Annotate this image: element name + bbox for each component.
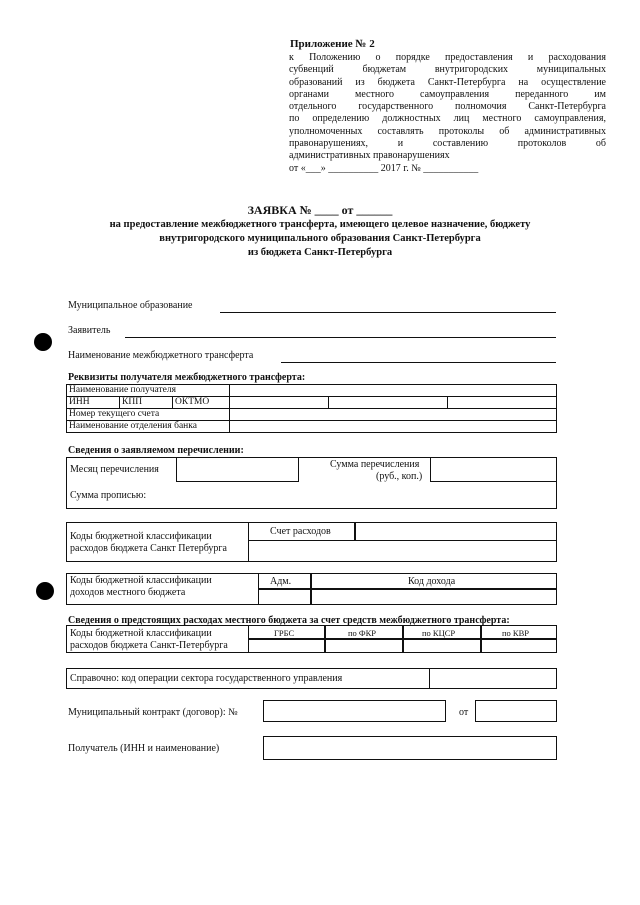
recipient-name-cell[interactable]: [230, 385, 557, 397]
recipient-name-label: Наименование получателя: [67, 385, 230, 397]
appendix-title: Приложение № 2: [290, 38, 375, 50]
binder-hole-top: [34, 333, 52, 351]
kpp-cell[interactable]: [329, 397, 448, 409]
subtitle-line: из бюджета Санкт-Петербурга: [247, 247, 393, 258]
bank-label: Наименование отделения банка: [67, 421, 230, 433]
expenses-title: Сведения о предстоящих расходах местного бюджета за счет средств межбюджетного трансферта:: [68, 615, 510, 626]
contract-date-input[interactable]: [475, 700, 557, 722]
application-subtitle: [0, 218, 640, 260]
appendix-date: от «___» __________ 2017 г. № ___________: [289, 162, 479, 174]
appendix-line: по определению должностных лиц местного самоуправления,: [289, 113, 606, 125]
applicant-label: Заявитель: [68, 325, 111, 336]
contract-number-input[interactable]: [263, 700, 446, 722]
subtitle-line: на предоставление межбюджетного трансферта, имеющего целевое назначение, бюджету: [109, 219, 531, 230]
expenses-line1: Коды бюджетной классификации: [70, 628, 212, 639]
appendix-line: отдельного государственного полномочия Санкт-Петербурга: [289, 101, 606, 113]
requisites-title: Реквизиты получателя межбюджетного трансферта:: [68, 372, 306, 383]
appendix-line: административных правонарушениях: [289, 150, 450, 162]
appendix-line: правонарушениях, и составлению протоколов об: [289, 138, 606, 150]
transfer-name-input-line[interactable]: [281, 362, 556, 363]
sum-units: (руб., коп.): [376, 471, 423, 482]
kpp-label: КПП: [120, 397, 173, 409]
sum-input[interactable]: [430, 457, 557, 482]
month-label: Месяц перечисления: [70, 464, 159, 475]
transfer-name-label: Наименование межбюджетного трансферта: [68, 350, 254, 361]
appendix-line: уполномоченных составлять протоколы об административных: [289, 125, 606, 137]
spb-account-label: Счет расходов: [270, 526, 331, 537]
binder-hole-bottom: [36, 582, 54, 600]
account-cell[interactable]: [230, 409, 557, 421]
bank-cell[interactable]: [230, 421, 557, 433]
expenses-vline: [480, 625, 482, 653]
applicant-input-line[interactable]: [125, 337, 556, 338]
appendix-line: субвенций бюджетам внутригородских муниципальных: [289, 64, 606, 76]
transfer-title: Сведения о заявляемом перечислении:: [68, 445, 244, 456]
inn-label: ИНН: [67, 397, 120, 409]
reference-input[interactable]: [429, 668, 557, 689]
appendix-line: органами местного самоуправления переданного им: [289, 88, 606, 100]
grbs-label: ГРБС: [274, 628, 295, 638]
kvr-label: по КВР: [502, 628, 529, 638]
application-title: ЗАЯВКА № ____ от ______: [247, 203, 393, 217]
spb-codes-line1: Коды бюджетной классификации: [70, 531, 212, 542]
month-input[interactable]: [176, 457, 299, 482]
reference-label: Справочно: код операции сектора государственного управления: [70, 673, 343, 684]
local-codes-hline: [258, 588, 557, 590]
spb-account-input[interactable]: [248, 540, 557, 562]
kcsr-label: по КЦСР: [422, 628, 456, 638]
appendix-line: образований из бюджета Санкт-Петербурга на осуществление: [289, 76, 606, 88]
inn-cell[interactable]: [230, 397, 329, 409]
local-codes-vline: [310, 573, 312, 605]
appendix-text: [289, 52, 606, 175]
sum-words-label: Сумма прописью:: [70, 490, 147, 501]
expenses-line2: расходов бюджета Санкт-Петербурга: [70, 640, 228, 651]
local-codes-line2: доходов местного бюджета: [70, 587, 186, 598]
expenses-vline: [402, 625, 404, 653]
contract-from-label: от: [459, 707, 469, 718]
municipality-label: Муниципальное образование: [68, 300, 193, 311]
expenses-vline: [324, 625, 326, 653]
account-label: Номер текущего счета: [67, 409, 230, 421]
recipient-label: Получатель (ИНН и наименование): [68, 743, 220, 754]
requisites-table: [66, 384, 557, 433]
local-codes-line1: Коды бюджетной классификации: [70, 575, 212, 586]
subtitle-line: внутригородского муниципального образования Санкт-Петербурга: [159, 233, 481, 244]
municipality-input-line[interactable]: [220, 312, 556, 313]
adm-label: Адм.: [270, 576, 292, 587]
income-code-label: Код дохода: [408, 576, 456, 587]
recipient-input[interactable]: [263, 736, 557, 760]
oktmo-label: ОКТМО: [173, 397, 230, 409]
oktmo-cell[interactable]: [448, 397, 557, 409]
spb-codes-line2: расходов бюджета Санкт Петербурга: [70, 543, 227, 554]
appendix-line: к Положению о порядке предоставления и расходования: [289, 52, 606, 63]
sum-label: Сумма перечисления: [330, 459, 420, 470]
fkr-label: по ФКР: [348, 628, 377, 638]
contract-label: Муниципальный контракт (договор): №: [68, 707, 238, 718]
spb-account-divider: [354, 522, 356, 541]
